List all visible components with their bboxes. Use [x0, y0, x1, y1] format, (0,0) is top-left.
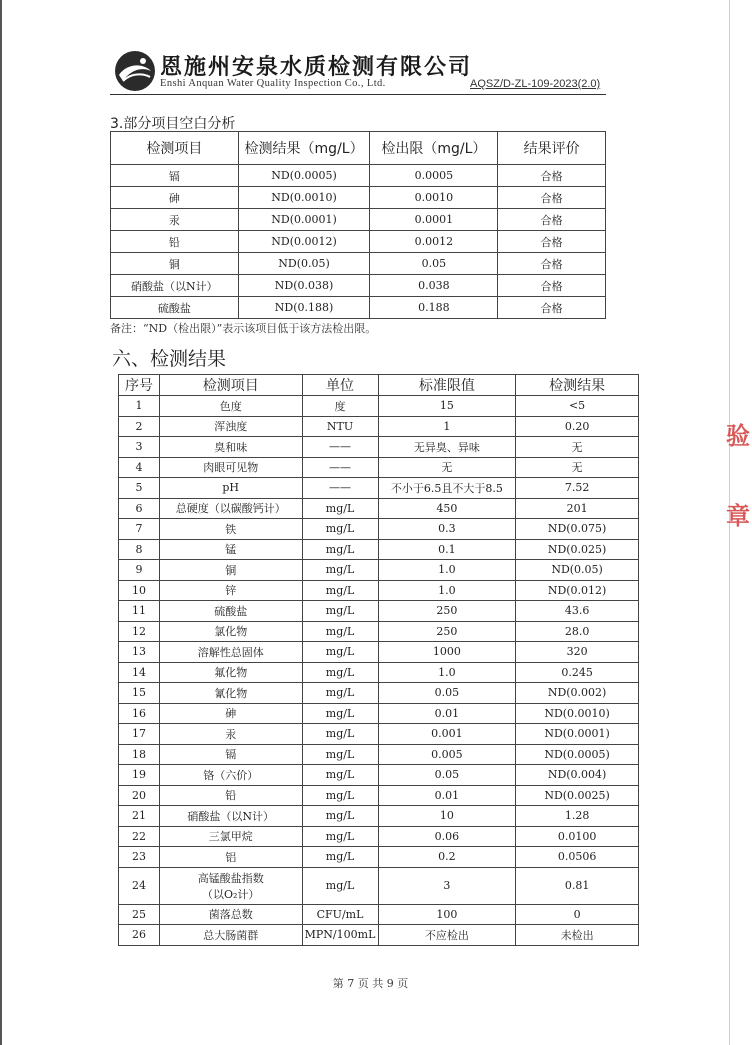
- table-cell: 肉眼可见物: [159, 457, 302, 478]
- red-seal-stamp: [712, 396, 752, 556]
- table-row: [119, 925, 639, 946]
- table-cell: 0.0010: [370, 187, 498, 209]
- table-row: [119, 703, 639, 724]
- table-cell: 0.005: [378, 744, 516, 765]
- table-cell: 硝酸盐（以N计）: [159, 806, 302, 827]
- table-cell: mg/L: [302, 519, 378, 540]
- table-row: [119, 642, 639, 663]
- table-cell: 100: [378, 904, 516, 925]
- table-cell: 铅: [111, 231, 239, 253]
- table-cell: 1000: [378, 642, 516, 663]
- table-cell: 无: [516, 457, 639, 478]
- table-cell: 201: [516, 498, 639, 519]
- table-cell: MPN/100mL: [302, 925, 378, 946]
- results-table: [118, 374, 639, 946]
- table-cell: 18: [119, 744, 160, 765]
- table-cell: 13: [119, 642, 160, 663]
- table-cell: 硝酸盐（以N计）: [111, 275, 239, 297]
- table-cell: ND(0.075): [516, 519, 639, 540]
- table-cell: 合格: [498, 209, 606, 231]
- table-row: [119, 744, 639, 765]
- table-cell: 7.52: [516, 478, 639, 499]
- table-cell: pH: [159, 478, 302, 499]
- table-row: [119, 519, 639, 540]
- table-cell: ND(0.025): [516, 539, 639, 560]
- table-cell: 11: [119, 601, 160, 622]
- table-cell: NTU: [302, 416, 378, 437]
- table-row: [119, 683, 639, 704]
- table-cell: mg/L: [302, 806, 378, 827]
- table-row: [119, 396, 639, 417]
- table-cell: ND(0.0012): [238, 231, 370, 253]
- table-cell: 不小于6.5且不大于8.5: [378, 478, 516, 499]
- table-cell: ND(0.0005): [238, 165, 370, 187]
- table-cell: 未检出: [516, 925, 639, 946]
- table-cell: 250: [378, 601, 516, 622]
- table-cell: 0.05: [378, 683, 516, 704]
- table-cell: 合格: [498, 187, 606, 209]
- table-cell: 0.05: [370, 253, 498, 275]
- table-cell: 硫酸盐: [111, 297, 239, 319]
- table-cell: 臭和味: [159, 437, 302, 458]
- table-cell: 砷: [159, 703, 302, 724]
- table-cell: 锌: [159, 580, 302, 601]
- table-cell: 0.0506: [516, 847, 639, 868]
- table-cell: mg/L: [302, 662, 378, 683]
- table-row: [119, 785, 639, 806]
- table-row: [119, 765, 639, 786]
- table-cell: 2: [119, 416, 160, 437]
- table-cell: 铬（六价）: [159, 765, 302, 786]
- table-row: [119, 867, 639, 904]
- table-cell: 总大肠菌群: [159, 925, 302, 946]
- table-cell: <5: [516, 396, 639, 417]
- table-cell: 5: [119, 478, 160, 499]
- table-cell: 0.05: [378, 765, 516, 786]
- table-cell: 3: [119, 437, 160, 458]
- table-cell: ——: [302, 437, 378, 458]
- blank-analysis-table: [110, 131, 606, 319]
- table-row: [119, 621, 639, 642]
- table-cell: 0.0005: [370, 165, 498, 187]
- table-cell: ND(0.188): [238, 297, 370, 319]
- table-row: [119, 724, 639, 745]
- table-cell: 14: [119, 662, 160, 683]
- table-cell: 1: [119, 396, 160, 417]
- blank-note: 备注：“ND（检出限）”表示该项目低于该方法检出限。: [110, 322, 377, 335]
- table-cell: 0.0001: [370, 209, 498, 231]
- table-cell: 合格: [498, 165, 606, 187]
- table-cell: 浑浊度: [159, 416, 302, 437]
- table-cell: 0.2: [378, 847, 516, 868]
- table-cell: 3: [378, 867, 516, 904]
- table-cell: 镉: [111, 165, 239, 187]
- table-cell: ——: [302, 478, 378, 499]
- table-cell: 0.0100: [516, 826, 639, 847]
- table-cell: mg/L: [302, 642, 378, 663]
- table-cell: 无异臭、异味: [378, 437, 516, 458]
- table-row: [119, 416, 639, 437]
- table-cell: 氟化物: [159, 662, 302, 683]
- table-cell: 16: [119, 703, 160, 724]
- table-cell: 硫酸盐: [159, 601, 302, 622]
- table-cell: 总硬度（以碳酸钙计）: [159, 498, 302, 519]
- table-cell: 1: [378, 416, 516, 437]
- table-cell: 10: [378, 806, 516, 827]
- table-cell: 21: [119, 806, 160, 827]
- table-cell: 锰: [159, 539, 302, 560]
- table-cell: mg/L: [302, 683, 378, 704]
- blank-analysis-title: 3.部分项目空白分析: [110, 116, 236, 132]
- results-section-title: 六、检测结果: [112, 348, 227, 370]
- table-cell: 0.06: [378, 826, 516, 847]
- table-cell: ——: [302, 457, 378, 478]
- column-header: 单位: [302, 375, 378, 396]
- table-cell: 1.28: [516, 806, 639, 827]
- company-name-cn: 恩施州安泉水质检测有限公司: [160, 54, 473, 80]
- table-cell: 高锰酸盐指数 （以O₂计）: [159, 867, 302, 904]
- table-row: [119, 601, 639, 622]
- table-cell: 氰化物: [159, 683, 302, 704]
- stamp-char: 章: [726, 501, 750, 530]
- table-cell: 15: [119, 683, 160, 704]
- table-cell: 铜: [111, 253, 239, 275]
- page-number: 第 7 页 共 9 页: [332, 977, 409, 990]
- table-cell: mg/L: [302, 867, 378, 904]
- table-row: [111, 187, 606, 209]
- table-cell: 铜: [159, 560, 302, 581]
- column-header: 标准限值: [378, 375, 516, 396]
- table-row: [119, 826, 639, 847]
- table-cell: 度: [302, 396, 378, 417]
- table-cell: 10: [119, 580, 160, 601]
- table-cell: 0.001: [378, 724, 516, 745]
- table-cell: 24: [119, 867, 160, 904]
- table-cell: 铁: [159, 519, 302, 540]
- column-header: 检测结果: [516, 375, 639, 396]
- table-cell: ND(0.05): [238, 253, 370, 275]
- table-cell: mg/L: [302, 765, 378, 786]
- company-name-en: Enshi Anquan Water Quality Inspection Co., Ltd.: [160, 78, 386, 89]
- table-cell: mg/L: [302, 785, 378, 806]
- table-cell: ND(0.0005): [516, 744, 639, 765]
- table-row: [119, 457, 639, 478]
- table-cell: mg/L: [302, 744, 378, 765]
- table-row: [111, 275, 606, 297]
- table-cell: 无: [516, 437, 639, 458]
- table-cell: mg/L: [302, 560, 378, 581]
- column-header: 检测结果（mg/L）: [238, 132, 370, 165]
- table-cell: 0.81: [516, 867, 639, 904]
- table-row: [119, 478, 639, 499]
- table-row: [119, 560, 639, 581]
- table-cell: 合格: [498, 275, 606, 297]
- table-cell: 7: [119, 519, 160, 540]
- table-row: [119, 498, 639, 519]
- table-cell: ND(0.0001): [516, 724, 639, 745]
- table-cell: mg/L: [302, 826, 378, 847]
- table-cell: mg/L: [302, 703, 378, 724]
- table-cell: 无: [378, 457, 516, 478]
- table-cell: 汞: [111, 209, 239, 231]
- column-header: 检测项目: [159, 375, 302, 396]
- table-cell: 4: [119, 457, 160, 478]
- table-cell: 450: [378, 498, 516, 519]
- table-cell: 1.0: [378, 580, 516, 601]
- table-cell: 20: [119, 785, 160, 806]
- table-cell: CFU/mL: [302, 904, 378, 925]
- results-table-header: [119, 375, 639, 396]
- table-row: [111, 297, 606, 319]
- blank-table-header: [111, 132, 606, 165]
- table-cell: 26: [119, 925, 160, 946]
- table-row: [119, 437, 639, 458]
- table-cell: mg/L: [302, 539, 378, 560]
- table-cell: mg/L: [302, 601, 378, 622]
- column-header: 检测项目: [111, 132, 239, 165]
- table-cell: 色度: [159, 396, 302, 417]
- table-row: [119, 904, 639, 925]
- table-cell: ND(0.0025): [516, 785, 639, 806]
- table-cell: 0.188: [370, 297, 498, 319]
- column-header: 检出限（mg/L）: [370, 132, 498, 165]
- stamp-char: 验: [726, 421, 750, 450]
- table-row: [119, 580, 639, 601]
- table-cell: 250: [378, 621, 516, 642]
- table-cell: 0.01: [378, 785, 516, 806]
- table-cell: ND(0.0010): [238, 187, 370, 209]
- table-cell: 22: [119, 826, 160, 847]
- table-cell: 0.3: [378, 519, 516, 540]
- table-cell: 汞: [159, 724, 302, 745]
- table-row: [111, 165, 606, 187]
- table-cell: 0.20: [516, 416, 639, 437]
- table-cell: 1.0: [378, 662, 516, 683]
- table-cell: 0.0012: [370, 231, 498, 253]
- table-cell: 17: [119, 724, 160, 745]
- table-cell: 合格: [498, 231, 606, 253]
- document-code: AQSZ/D-ZL-109-2023(2.0): [470, 78, 601, 90]
- table-cell: 合格: [498, 253, 606, 275]
- table-cell: 19: [119, 765, 160, 786]
- table-cell: 28.0: [516, 621, 639, 642]
- column-header: 结果评价: [498, 132, 606, 165]
- table-row: [111, 231, 606, 253]
- table-cell: 0.245: [516, 662, 639, 683]
- table-cell: ND(0.05): [516, 560, 639, 581]
- table-cell: mg/L: [302, 580, 378, 601]
- table-row: [119, 806, 639, 827]
- table-row: [119, 847, 639, 868]
- table-cell: mg/L: [302, 498, 378, 519]
- table-cell: 砷: [111, 187, 239, 209]
- table-cell: 23: [119, 847, 160, 868]
- table-cell: 43.6: [516, 601, 639, 622]
- table-cell: ND(0.0001): [238, 209, 370, 231]
- table-cell: 不应检出: [378, 925, 516, 946]
- column-header: 序号: [119, 375, 160, 396]
- table-cell: 0.01: [378, 703, 516, 724]
- table-row: [119, 662, 639, 683]
- table-cell: mg/L: [302, 847, 378, 868]
- table-cell: ND(0.012): [516, 580, 639, 601]
- table-cell: 0: [516, 904, 639, 925]
- table-cell: 1.0: [378, 560, 516, 581]
- table-cell: 9: [119, 560, 160, 581]
- table-cell: 25: [119, 904, 160, 925]
- table-cell: mg/L: [302, 621, 378, 642]
- table-row: [111, 253, 606, 275]
- table-cell: ND(0.002): [516, 683, 639, 704]
- table-cell: 0.038: [370, 275, 498, 297]
- table-cell: 菌落总数: [159, 904, 302, 925]
- table-cell: 12: [119, 621, 160, 642]
- table-cell: 镉: [159, 744, 302, 765]
- table-cell: 8: [119, 539, 160, 560]
- table-cell: 320: [516, 642, 639, 663]
- header-divider: [110, 94, 606, 95]
- table-cell: ND(0.004): [516, 765, 639, 786]
- table-cell: 合格: [498, 297, 606, 319]
- company-logo-icon: [113, 49, 157, 93]
- page-left-edge: [0, 0, 2, 1045]
- table-row: [111, 209, 606, 231]
- table-cell: 铅: [159, 785, 302, 806]
- table-cell: ND(0.0010): [516, 703, 639, 724]
- table-cell: mg/L: [302, 724, 378, 745]
- table-cell: ND(0.038): [238, 275, 370, 297]
- table-cell: 溶解性总固体: [159, 642, 302, 663]
- table-cell: 15: [378, 396, 516, 417]
- table-cell: 0.1: [378, 539, 516, 560]
- table-cell: 铝: [159, 847, 302, 868]
- table-cell: 氯化物: [159, 621, 302, 642]
- table-cell: 三氯甲烷: [159, 826, 302, 847]
- table-row: [119, 539, 639, 560]
- table-cell: 6: [119, 498, 160, 519]
